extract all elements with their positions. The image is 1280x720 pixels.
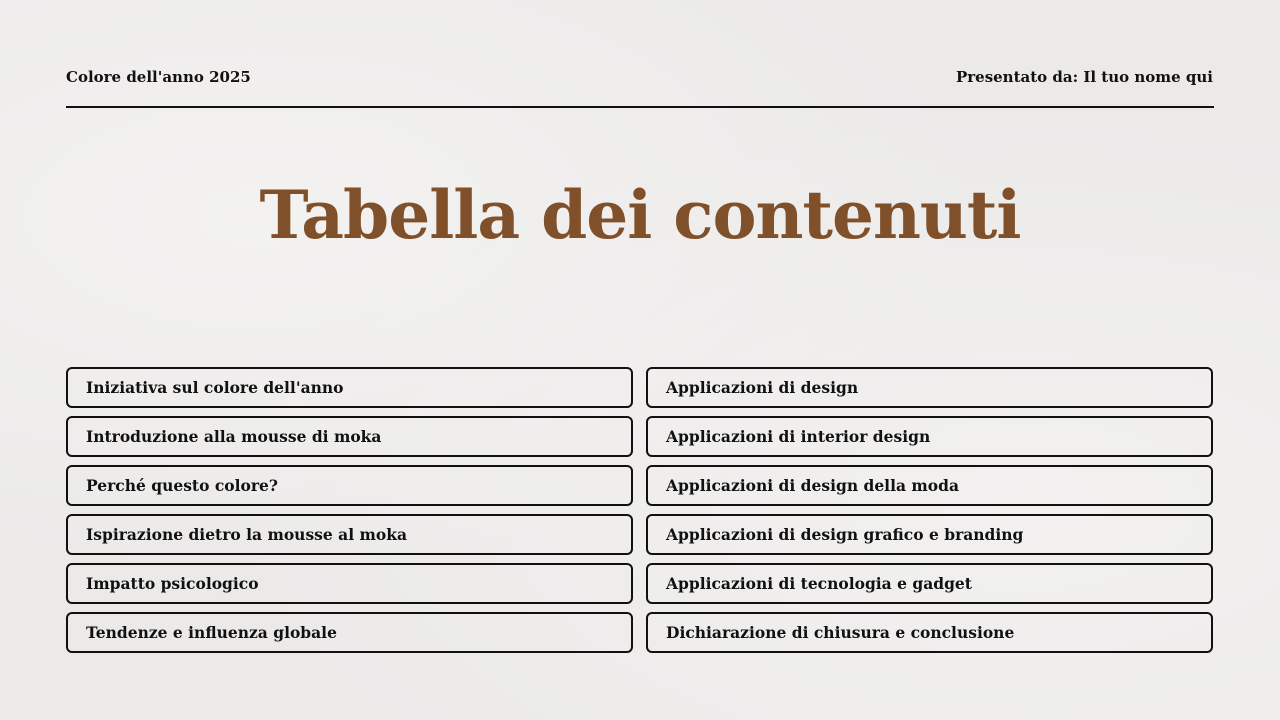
toc-item[interactable]: Dichiarazione di chiusura e conclusione	[646, 612, 1213, 653]
toc-item[interactable]: Applicazioni di design della moda	[646, 465, 1213, 506]
toc-item[interactable]: Perché questo colore?	[66, 465, 633, 506]
header-right: Presentato da: Il tuo nome qui	[955, 68, 1213, 86]
toc-item[interactable]: Applicazioni di design	[646, 367, 1213, 408]
toc-item[interactable]: Impatto psicologico	[66, 563, 633, 604]
toc-item[interactable]: Ispirazione dietro la mousse al moka	[66, 514, 633, 555]
header-left: Colore dell'anno 2025	[66, 68, 251, 86]
toc-item[interactable]: Iniziativa sul colore dell'anno	[66, 367, 633, 408]
toc-item[interactable]: Applicazioni di interior design	[646, 416, 1213, 457]
slide-title: Tabella dei contenuti	[259, 176, 1021, 254]
toc-item[interactable]: Introduzione alla mousse di moka	[66, 416, 633, 457]
toc-grid	[66, 367, 1213, 653]
header-divider	[66, 106, 1214, 108]
toc-item[interactable]: Applicazioni di design grafico e branding	[646, 514, 1213, 555]
toc-item[interactable]: Tendenze e influenza globale	[66, 612, 633, 653]
toc-item[interactable]: Applicazioni di tecnologia e gadget	[646, 563, 1213, 604]
